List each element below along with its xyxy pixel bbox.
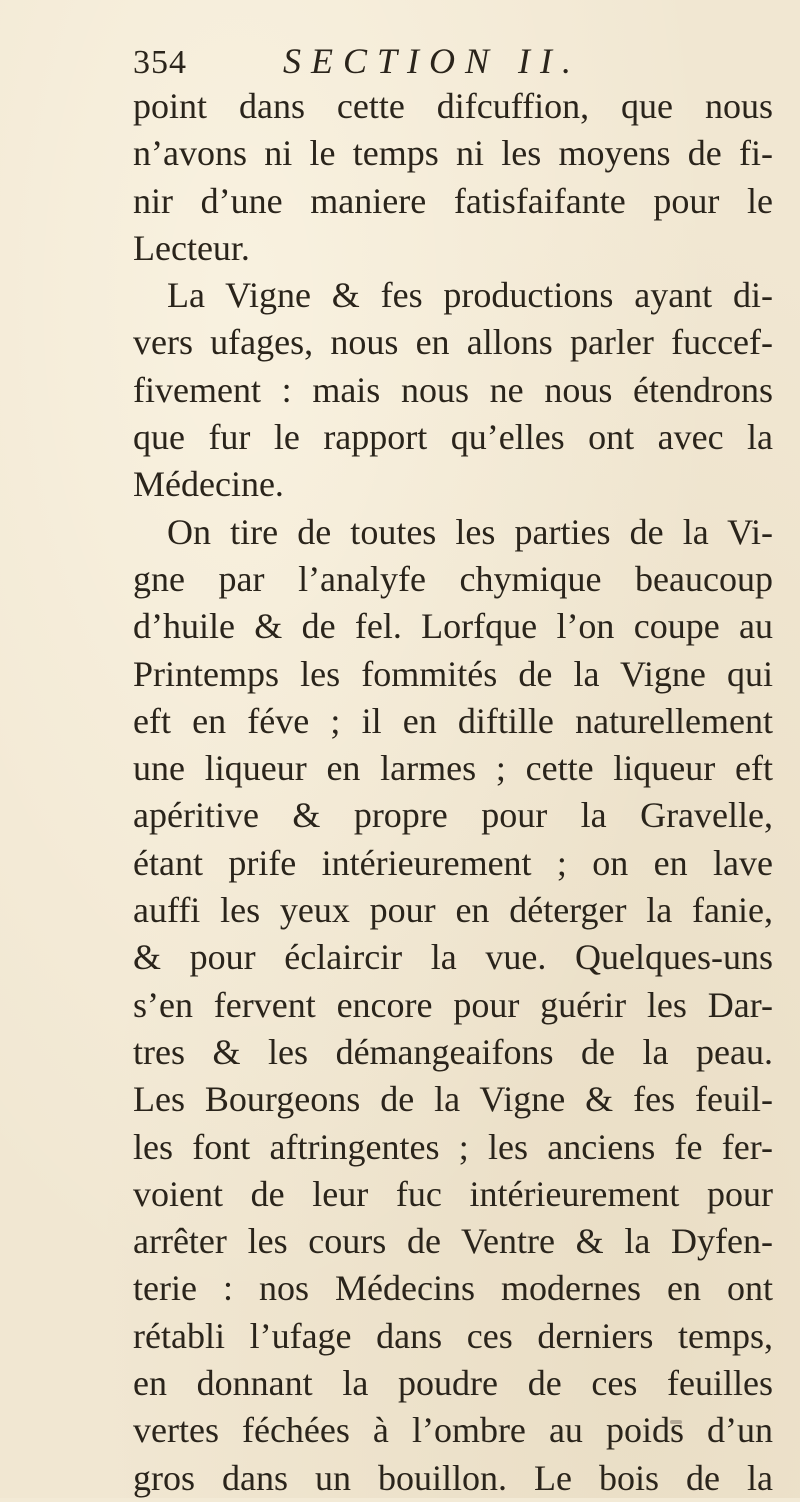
text-line: auffi les yeux pour en déterger la fanie, xyxy=(133,890,773,931)
text-line: s’en fervent encore pour guérir les Dar- xyxy=(133,984,773,1025)
text-line: fivement : mais nous ne nous étendrons xyxy=(133,369,773,410)
text-line: Les Bourgeons de la Vigne & fes feuil- xyxy=(133,1079,773,1120)
text-line: arrêter les cours de Ventre & la Dyfen- xyxy=(133,1221,773,1262)
text-line: n’avons ni le temps ni les moyens de fi- xyxy=(133,133,773,174)
text-line: point dans cette difcuffion, que nous xyxy=(133,86,773,126)
text-line: Médecine. xyxy=(133,464,284,505)
text-line: La Vigne & fes productions ayant di- xyxy=(167,275,773,316)
text-line: vers ufages, nous en allons parler fuccef- xyxy=(133,322,773,363)
text-line: en donnant la poudre de ces feuilles xyxy=(133,1363,773,1404)
text-line: terie : nos Médecins modernes en ont xyxy=(133,1268,773,1309)
ink-speck xyxy=(670,1420,682,1424)
text-line: que fur le rapport qu’elles ont avec la xyxy=(133,417,773,458)
text-line: eft en féve ; il en diftille naturellement xyxy=(133,700,773,741)
text-line: tres & les démangeaifons de la peau. xyxy=(133,1031,773,1072)
text-line: & pour éclaircir la vue. Quelques-uns xyxy=(133,937,773,978)
text-line: voient de leur fuc intérieurement pour xyxy=(133,1173,773,1214)
text-line: gne par l’analyfe chymique beaucoup xyxy=(133,558,773,599)
text-line: vertes féchées à l’ombre au poids d’un xyxy=(133,1410,773,1451)
text-line: gros dans un bouillon. Le bois de la xyxy=(133,1457,773,1498)
text-line: rétabli l’ufage dans ces derniers temps, xyxy=(133,1315,773,1356)
text-line: les font aftringentes ; les anciens fe fer- xyxy=(133,1126,773,1167)
text-line: Printemps les fommités de la Vigne qui xyxy=(133,653,773,694)
body-text xyxy=(133,83,773,1502)
page-number: 354 xyxy=(133,44,187,81)
text-line: étant prife intérieurement ; on en lave xyxy=(133,842,773,883)
text-line: On tire de toutes les parties de la Vi- xyxy=(167,511,773,552)
text-line: nir d’une maniere fatisfaifante pour le xyxy=(133,180,773,221)
text-line: d’huile & de fel. Lorfque l’on coupe au xyxy=(133,606,773,647)
running-head: SECTION II. xyxy=(283,41,581,81)
text-line: une liqueur en larmes ; cette liqueur eft xyxy=(133,748,773,789)
text-line: apéritive & propre pour la Gravelle, xyxy=(133,795,773,836)
text-line: Lecteur. xyxy=(133,227,250,268)
